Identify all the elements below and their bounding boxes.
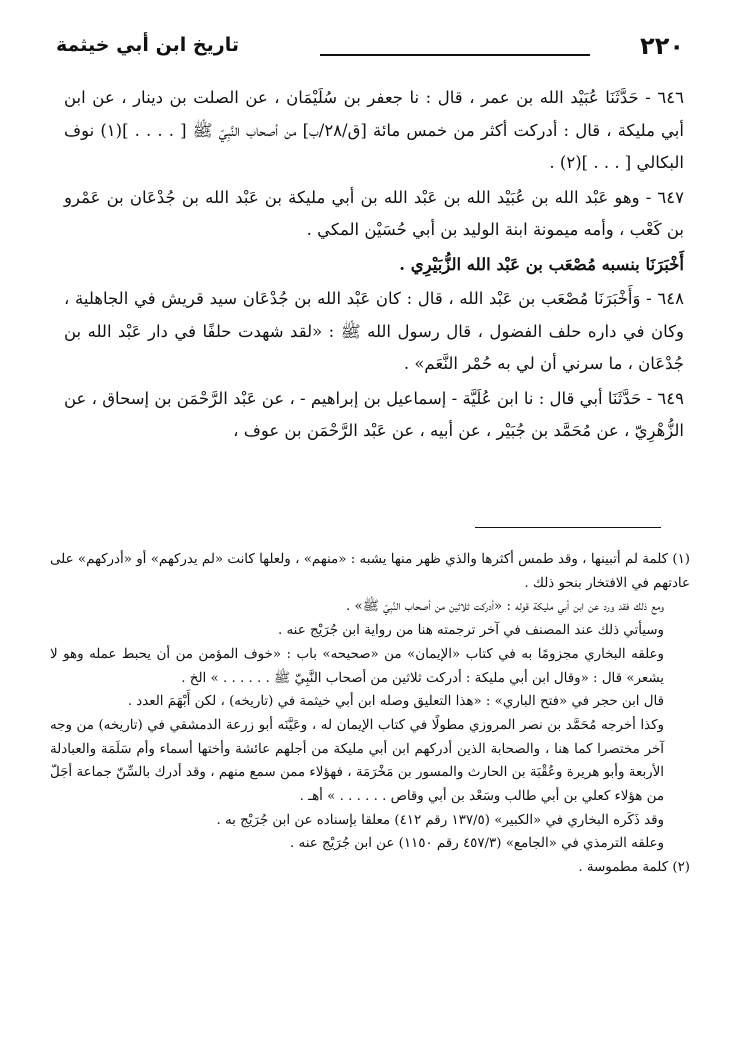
header-rule bbox=[320, 54, 590, 56]
footnote-1-cont: وسيأتي ذلك عند المصنف في آخر ترجمته هنا من رواية ابن جُرَيْج عنه . bbox=[277, 623, 664, 639]
page-header bbox=[56, 32, 684, 66]
hadith-646: ٦٤٦ - حَدَّثَنَا عُبَيْد الله بن عمر ، قال : نا جعفر بن سُلَيْمَان ، عن الصلت بن دينار ، عن ابن أبي مليكة ، قال : أدركت أكثر من خمس مائة [ق/٢٨/ب] من أصحاب النَّبِيّ ﷺ [ . . . . ](١) نوف البكالي [ . . . ](٢) . bbox=[64, 88, 684, 172]
main-text bbox=[64, 82, 684, 448]
footnote-1-cont: وكذا أخرجه مُحَمَّد بن نصر المروزي مطولًا في كتاب الإيمان له ، وعَيَّنَه أبو زرعة الدمشقي في (تاريخه) من وجه آخر مختصرا كما هنا ، والصحابة الذين أدركهم ابن أبي مليكة من أجلهم عائشة وأختها أسماء وأم سَلَمَة والعبادلة الأربعة وأبو هريرة وعُقْبَة بن الحارث والمسور بن مَخْرَمَة ، فهؤلاء ممن سمع منهم ، وقد أدرك بالسِّنّ جماعة أجَلّ من هؤلاء كعلي بن أبي طالب وسَعْد بن أبي وقاص . . . . . . » أهـ . bbox=[50, 717, 664, 805]
footnote-1: (١) كلمة لم أتبينها ، وقد طمس أكثرها والذي ظهر منها يشبه : «منهم» ، ولعلها كانت «لم يدركهم» أو «أدركهم» على عادتهم في الافتخار بنحو ذلك . bbox=[50, 552, 690, 591]
footnote-2: (٢) كلمة مطموسة . bbox=[578, 860, 690, 876]
hadith-649: ٦٤٩ - حَدَّثَنَا أبي قال : نا ابن عُلَيَّة - إسماعيل بن إبراهيم - ، عن عَبْد الرَّحْمَن بن إسحاق ، عن الزُّهْرِيّ ، عن مُحَمَّد بن جُبَيْر ، عن أبيه ، عن عَبْد الرَّحْمَن بن عوف ، bbox=[64, 388, 684, 440]
footnote-1-cont: وعلقه البخاري مجزومًا به في كتاب «الإيمان» من «صحيحه» باب : «خوف المؤمن من أن يحبط عمله وهو لا يشعر» قال : «وقال ابن أبي مليكة : أدركت ثلاثين من أصحاب النَّبِيّ ﷺ . . . . . . » الخ . bbox=[50, 646, 664, 686]
footnote-separator bbox=[475, 527, 661, 528]
running-title: تاريخ ابن أبي خيثمة bbox=[56, 34, 239, 56]
footnote-1-cont: قال ابن حجر في «فتح الباري» : «هذا التعليق وصله ابن أبي خيثمة في (تاريخه) ، لكن أَبْهَمَ العدد . bbox=[127, 694, 664, 710]
footnote-1-cont: وقد ذَكَره البخاري في «الكبير» (١٣٧/٥ رقم ٤١٢) معلقا بإسناده عن ابن جُرَيْج به . bbox=[216, 812, 664, 828]
footnote-1-cont: وعلقه الترمذي في «الجامع» (٤٥٧/٣ رقم ١١٥٠) عن ابن جُرَيْج عنه . bbox=[290, 836, 664, 852]
footnotes bbox=[50, 548, 690, 880]
hadith-647: ٦٤٧ - وهو عَبْد الله بن عُبَيْد الله بن عَبْد الله بن أبي مليكة بن عَبْد الله بن جُدْعَان بن عَمْرو بن كَعْب ، وأمه ميمونة ابنة الوليد بن أبي حُسَيْن المكي . bbox=[64, 187, 684, 239]
nasab-line: أَخْبَرَنَا بنسبه مُصْعَب بن عَبْد الله الزُّبَيْرِي . bbox=[399, 254, 684, 274]
footnote-1-cont: ومع ذلك فقد ورد عن ابن أبي مليكة قوله : «أدركت ثلاثين من أصحاب النَّبِيّ ﷺ» . bbox=[346, 599, 664, 615]
page-number: ٢٢٠ bbox=[640, 32, 684, 60]
hadith-648: ٦٤٨ - وَأَخْبَرَنَا مُصْعَب بن عَبْد الله ، قال : كان عَبْد الله بن جُدْعَان سيد قريش في الجاهلية ، وكان في داره حلف الفضول ، قال رسول الله ﷺ : «لقد شهدت حلفًا في دار عَبْد الله بن جُدْعَان ، ما سرني أن لي به حُمْر النَّعَم» . bbox=[64, 289, 684, 373]
